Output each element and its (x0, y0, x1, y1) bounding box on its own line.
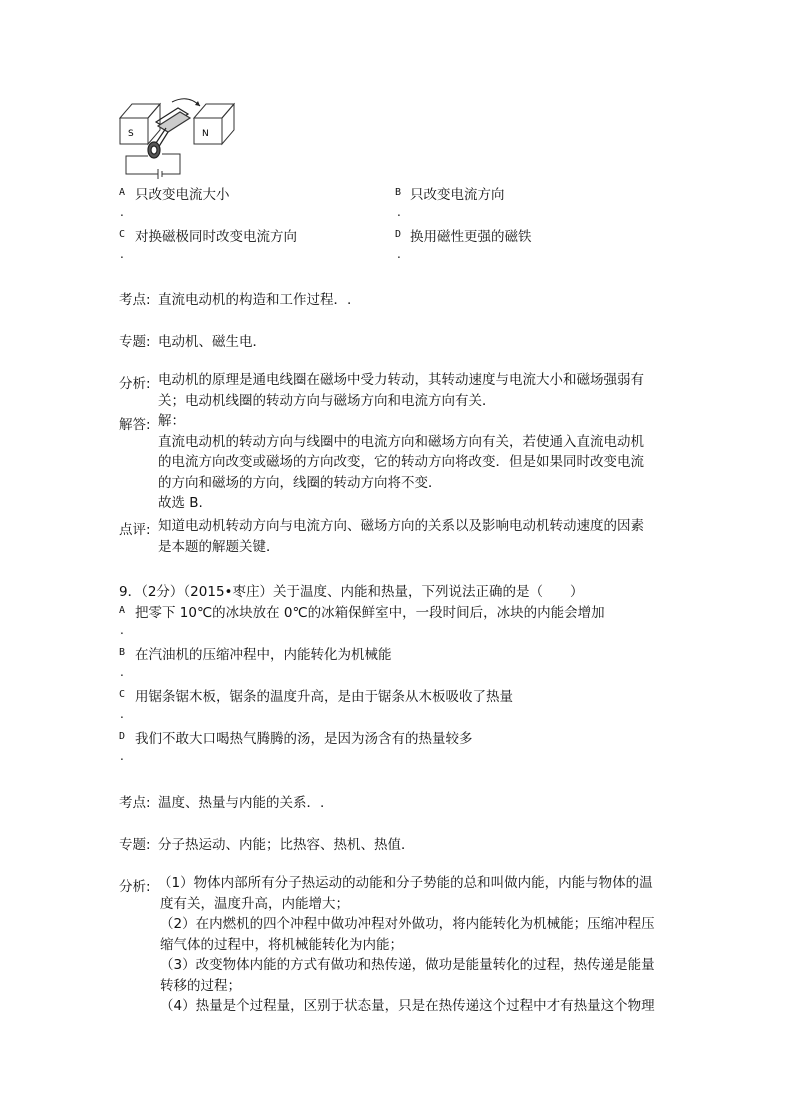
jieda-label: 解答: (119, 417, 151, 433)
motor-diagram (118, 96, 242, 182)
jieda-line: 的方向和磁场的方向，线圈的转动方向将不变． (158, 474, 442, 491)
option-c-text: 对换磁极同时改变电流方向 (135, 229, 297, 245)
jieda-line: 直流电动机的转动方向与线圈中的电流方向和磁场方向有关，若使通入直流电动机 (158, 433, 644, 450)
kaodian-text: 直流电动机的构造和工作过程．. (158, 292, 352, 308)
q9-option-c-letter: C (119, 689, 126, 700)
jieda-line: 的电流方向改变或磁场的方向改变，它的转动方向将改变．但是如果同时改变电流 (158, 454, 644, 470)
zhuanti-text: 电动机、磁生电． (158, 334, 266, 350)
q9-fenxi-line: （2）在内燃机的四个冲程中做功冲程对外做功，将内能转化为机械能；压缩冲程压 (160, 916, 655, 932)
coil (148, 108, 190, 158)
q9-stem: 9．（2分）（2015•枣庄）关于温度、内能和热量，下列说法正确的是（ ） (119, 584, 584, 600)
q9-option-a-text: 把零下 10℃的冰块放在 0℃的冰箱保鲜室中，一段时间后，冰块的内能会增加 (135, 605, 605, 621)
q9-option-b-dot: . (120, 665, 124, 679)
option-d-dot: . (397, 247, 401, 261)
magnet-n (194, 104, 234, 144)
pole-n-label: N (202, 129, 209, 139)
q9-option-b-letter: B (119, 647, 126, 658)
q9-kaodian-text: 温度、热量与内能的关系．. (158, 795, 325, 811)
dianping-body (158, 516, 644, 557)
q9-kaodian-label: 考点: (119, 795, 151, 811)
q9-zhuanti-text: 分子热运动、内能；比热容、热机、热值． (158, 837, 415, 853)
q9-option-d-dot: . (120, 749, 124, 763)
option-b-dot: . (397, 205, 401, 219)
q9-fenxi-line: （3）改变物体内能的方式有做功和热传递，做功是能量转化的过程，热传递是能量 (160, 957, 655, 973)
option-a-letter: A (119, 187, 126, 198)
option-b-text: 只改变电流方向 (410, 187, 505, 203)
q9-fenxi-line: 转移的过程； (160, 977, 241, 994)
option-c-letter: C (119, 229, 126, 240)
q9-option-a-dot: . (120, 623, 124, 637)
q9-option-c-text: 用锯条锯木板，锯条的温度升高，是由于锯条从木板吸收了热量 (135, 689, 513, 705)
q9-fenxi-line: 度有关，温度升高，内能增大； (160, 895, 349, 912)
q9-fenxi-label: 分析: (119, 879, 151, 895)
q9-option-d-letter: D (119, 731, 126, 742)
dianping-label: 点评: (119, 522, 151, 538)
fenxi-line: 电动机的原理是通电线圈在磁场中受力转动，其转动速度与电流大小和磁场强弱有 (158, 372, 644, 388)
option-d-text: 换用磁性更强的磁铁 (410, 229, 532, 245)
q9-option-d-text: 我们不敢大口喝热气腾腾的汤，是因为汤含有的热量较多 (135, 731, 473, 747)
q9-option-a-letter: A (119, 605, 126, 616)
option-a-text: 只改变电流大小 (135, 187, 230, 203)
dianping-line: 知道电动机转动方向与电流方向、磁场方向的关系以及影响电动机转动速度的因素 (158, 518, 644, 534)
q9-fenxi-line: （1）物体内部所有分子热运动的动能和分子势能的总和叫做内能，内能与物体的温 (158, 875, 653, 891)
q9-fenxi-line: （4）热量是个过程量，区别于状态量，只是在热传递这个过程中才有热量这个物理 (160, 998, 655, 1014)
q9-option-c-dot: . (120, 707, 124, 721)
magnet-s (120, 104, 160, 144)
zhuanti-label: 专题: (119, 334, 151, 350)
option-a-dot: . (120, 205, 124, 219)
q9-option-b-text: 在汽油机的压缩冲程中，内能转化为机械能 (135, 647, 392, 663)
pole-s-label: S (128, 129, 134, 139)
option-b-letter: B (395, 187, 402, 198)
option-c-dot: . (120, 247, 124, 261)
jieda-line: 故选 B. (158, 495, 203, 511)
dianping-line: 是本题的解题关键． (158, 538, 280, 555)
fenxi-body (158, 370, 644, 411)
fenxi-line: 关；电动机线圈的转动方向与磁场方向和电流方向有关． (158, 392, 496, 409)
jieda-body (158, 411, 644, 514)
option-d-letter: D (395, 229, 402, 240)
jieda-line: 解： (158, 413, 185, 429)
kaodian-label: 考点: (119, 292, 151, 308)
fenxi-label: 分析: (119, 376, 151, 392)
q9-fenxi-body (158, 873, 655, 1017)
q9-zhuanti-label: 专题: (119, 837, 151, 853)
q9-fenxi-line: 缩气体的过程中，将机械能转化为内能； (160, 936, 403, 953)
